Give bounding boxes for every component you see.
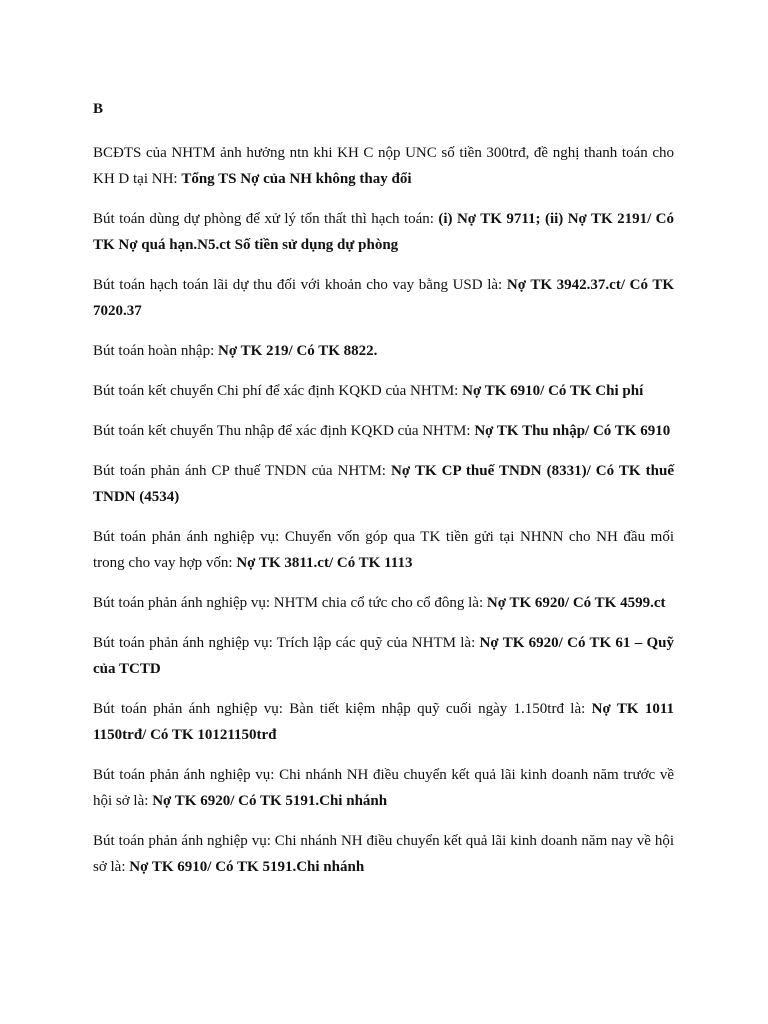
question-text: Bút toán phản ánh nghiệp vụ: Chi nhánh NH điều chuyển kết quả lãi kinh doanh năm nay về hội sở là: (93, 833, 674, 875)
answer-text: (i) Nợ TK 9711; (ii) Nợ TK 2191/ Có TK Nợ quá hạn.N5.ct Số tiền sử dụng dự phòng (93, 211, 675, 253)
question-paragraph (93, 630, 674, 682)
question-text: Bút toán hoàn nhập: (93, 343, 218, 359)
question-paragraph (93, 378, 674, 404)
question-text: Bút toán phản ánh nghiệp vụ: Chi nhánh NH điều chuyển kết quả lãi kinh doanh năm trước về hội sở là: (93, 767, 674, 809)
answer-text: Nợ TK 6910/ Có TK Chi phí (462, 383, 644, 399)
question-text: Bút toán phản ánh nghiệp vụ: NHTM chia cổ tức cho cổ đông là: (93, 595, 487, 611)
question-text: Bút toán phản ánh nghiệp vụ: Bàn tiết kiệm nhập quỹ cuối ngày 1.150trđ là: (93, 701, 592, 717)
question-text: Bút toán phản ánh nghiệp vụ: Chuyển vốn góp qua TK tiền gửi tại NHNN cho NH đầu mối trong cho vay hợp vốn: (93, 529, 674, 571)
answer-text: Nợ TK 6920/ Có TK 61 – Quỹ của TCTD (93, 635, 675, 677)
answer-text: Nợ TK 6920/ Có TK 4599.ct (486, 595, 666, 611)
question-paragraph (93, 524, 674, 576)
question-paragraph (93, 828, 674, 880)
answer-text: Tổng TS Nợ của NH không thay đổi (181, 171, 412, 187)
question-paragraph (93, 762, 674, 814)
question-paragraph (93, 206, 674, 258)
section-heading: B (93, 101, 104, 117)
question-text: Bút toán phản ánh CP thuế TNDN của NHTM: (93, 463, 392, 479)
answer-text: Nợ TK 6910/ Có TK 5191.Chi nhánh (129, 859, 365, 875)
question-text: Bút toán dùng dự phòng để xử lý tổn thất thì hạch toán: (93, 211, 439, 227)
question-paragraph (93, 418, 674, 444)
answer-text: Nợ TK CP thuế TNDN (8331)/ Có TK thuế TNDN (4534) (93, 463, 674, 505)
question-paragraph (93, 272, 674, 324)
question-text: Bút toán kết chuyển Thu nhập để xác định KQKD của NHTM: (93, 423, 475, 439)
answer-text: Nợ TK 3942.37.ct/ Có TK 7020.37 (93, 277, 675, 319)
question-paragraph (93, 458, 674, 510)
question-text: BCĐTS của NHTM ảnh hưởng ntn khi KH C nộp UNC số tiền 300trđ, đề nghị thanh toán cho KH D tại NH: (93, 145, 674, 187)
question-paragraph (93, 140, 674, 192)
answer-text: Nợ TK 3811.ct/ Có TK 1113 (236, 555, 413, 571)
answer-text: Nợ TK 1011 1150trđ/ Có TK 10121150trđ (93, 701, 674, 743)
question-text: Bút toán kết chuyển Chi phí để xác định KQKD của NHTM: (93, 383, 463, 399)
question-paragraph (93, 696, 674, 748)
answer-text: Nợ TK 219/ Có TK 8822. (217, 343, 378, 359)
question-paragraph (93, 590, 674, 616)
answer-text: Nợ TK 6920/ Có TK 5191.Chi nhánh (152, 793, 388, 809)
question-text: Bút toán phản ánh nghiệp vụ: Trích lập các quỹ của NHTM là: (93, 635, 480, 651)
question-text: Bút toán hạch toán lãi dự thu đối với khoản cho vay bằng USD là: (93, 277, 507, 293)
answer-text: Nợ TK Thu nhập/ Có TK 6910 (474, 423, 671, 439)
question-paragraph (93, 338, 674, 364)
